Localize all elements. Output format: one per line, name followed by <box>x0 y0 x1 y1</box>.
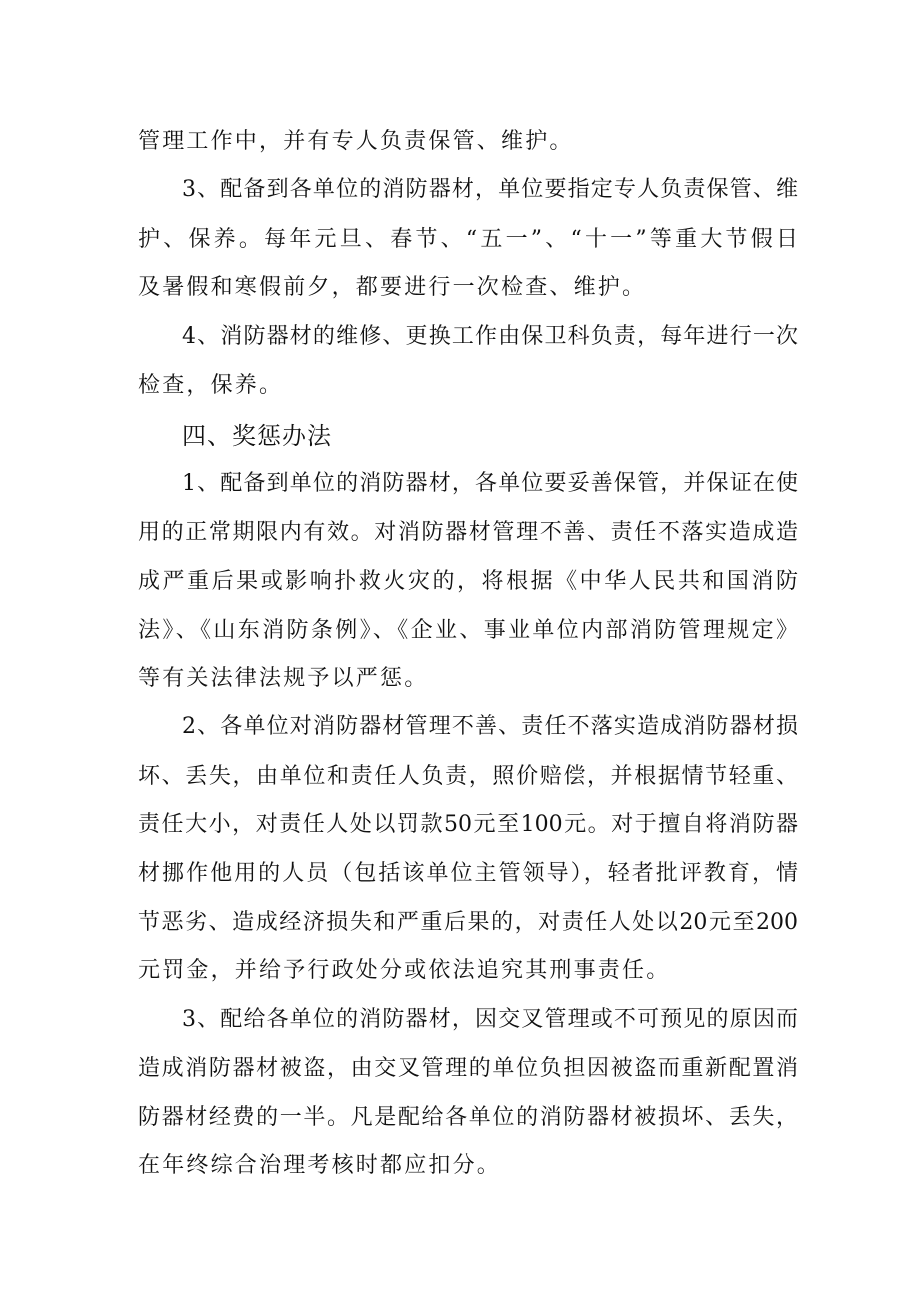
paragraph-line: 3、配备到各单位的消防器材，单位要指定专人负责保管、维 <box>182 177 798 202</box>
paragraph-line: 3、配给各单位的消防器材，因交叉管理或不可预见的原因而 <box>182 1007 798 1032</box>
paragraph-line: 在年终综合治理考核时都应扣分。 <box>138 1153 502 1178</box>
paragraph-line: 防器材经费的一半。凡是配给各单位的消防器材被损坏、丢失， <box>138 1105 798 1130</box>
section-heading: 四、奖惩办法 <box>182 422 332 450</box>
paragraph-line: 4、消防器材的维修、更换工作由保卫科负责，每年进行一次 <box>182 324 798 349</box>
paragraph-line: 材挪作他用的人员（包括该单位主管领导），轻者批评教育，情 <box>138 861 798 886</box>
paragraph-line: 管理工作中，并有专人负责保管、维护。 <box>138 129 574 154</box>
paragraph-line: 节恶劣、造成经济损失和严重后果的，对责任人处以20元至200 <box>138 910 798 935</box>
paragraph-line: 检查，保养。 <box>138 373 284 398</box>
paragraph-line: 及暑假和寒假前夕，都要进行一次检查、维护。 <box>138 275 647 300</box>
paragraph-line: 1、配备到单位的消防器材，各单位要妥善保管，并保证在使 <box>182 471 798 496</box>
paragraph-line: 等有关法律法规予以严惩。 <box>138 666 429 691</box>
paragraph-line: 元罚金，并给予行政处分或依法追究其刑事责任。 <box>138 958 671 983</box>
paragraph-line: 法》、《山东消防条例》、《企业、事业单位内部消防管理规定》 <box>138 618 798 643</box>
paragraph-line: 坏、丢失，由单位和责任人负责，照价赔偿，并根据情节轻重、 <box>138 764 798 789</box>
paragraph-line: 用的正常期限内有效。对消防器材管理不善、责任不落实造成造 <box>138 520 798 545</box>
paragraph-line: 成严重后果或影响扑救火灾的，将根据《中华人民共和国消防 <box>138 569 798 594</box>
paragraph-line: 护、保养。每年元旦、春节、“五一”、“十一”等重大节假日 <box>138 227 798 252</box>
paragraph-line: 2、各单位对消防器材管理不善、责任不落实造成消防器材损 <box>182 714 798 739</box>
paragraph-line: 造成消防器材被盗，由交叉管理的单位负担因被盗而重新配置消 <box>138 1056 798 1081</box>
paragraph-line: 责任大小，对责任人处以罚款50元至100元。对于擅自将消防器 <box>138 812 798 837</box>
